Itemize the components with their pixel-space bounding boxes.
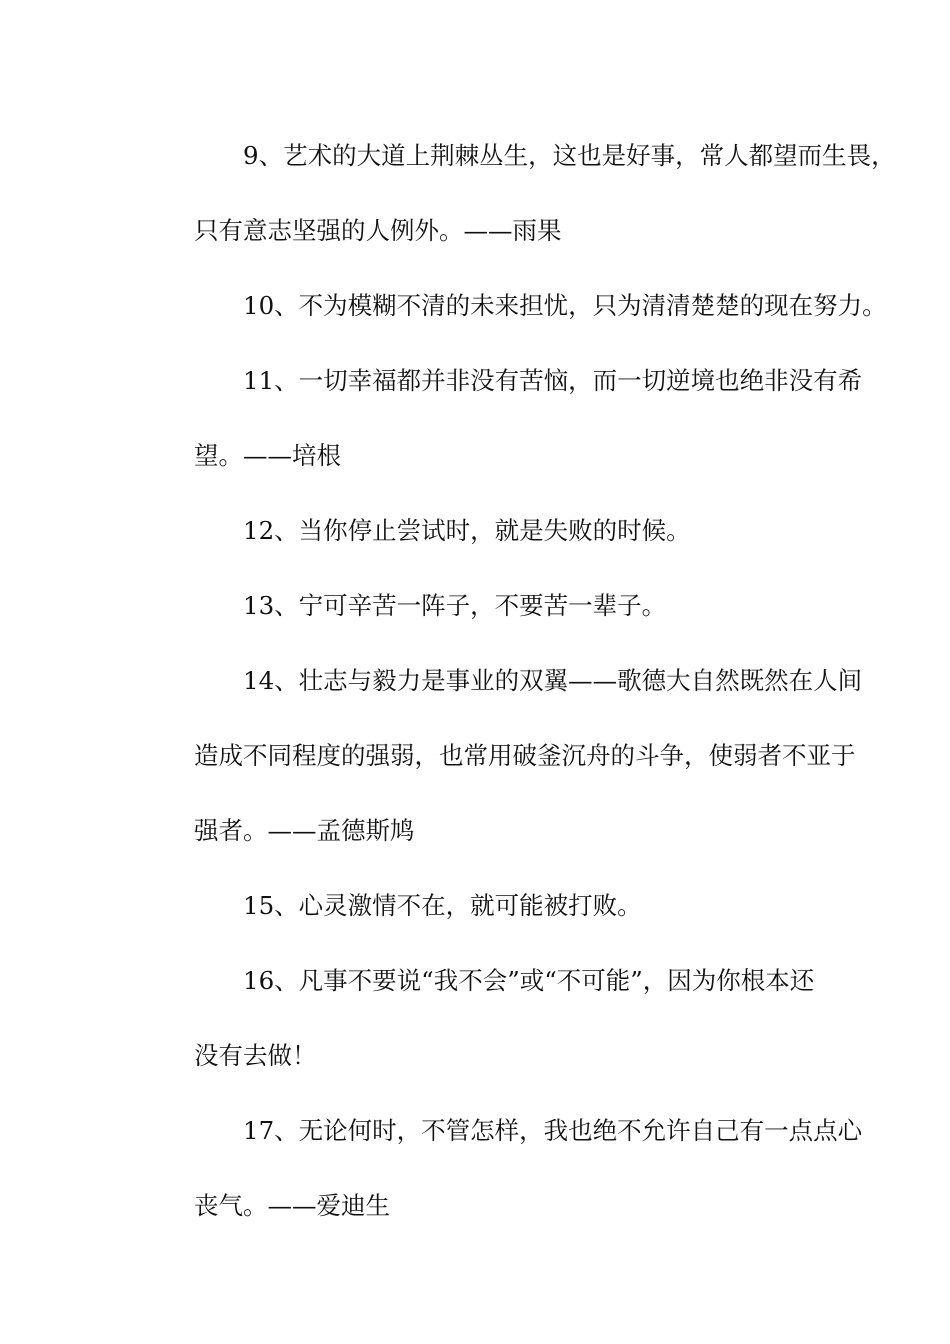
quote-9 (145, 118, 896, 268)
quote-10 (145, 268, 887, 343)
quote-16-line-2: 没有去做！ (194, 1041, 317, 1070)
quote-9-line-1: 9、艺术的大道上荆棘丛生，这也是好事，常人都望而生畏， (243, 141, 896, 170)
quote-14-line-3: 强者。——孟德斯鸠 (194, 816, 415, 845)
quote-12 (145, 493, 815, 568)
quote-9-line-2: 只有意志坚强的人例外。——雨果 (194, 216, 562, 245)
quote-14-line-2: 造成不同程度的强弱，也常用破釜沉舟的斗争，使弱者不亚于 (194, 741, 856, 770)
quote-17 (145, 1093, 863, 1243)
quote-16 (145, 943, 815, 1093)
quote-16-line-1: 16、凡事不要说“我不会”或“不可能”，因为你根本还 (243, 966, 815, 995)
quote-11-line-1: 11、一切幸福都并非没有苦恼，而一切逆境也绝非没有希 (243, 366, 863, 395)
quote-10-line-1: 10、不为模糊不清的未来担忧，只为清清楚楚的现在努力。 (243, 291, 887, 320)
quote-17-line-2: 丧气。——爱迪生 (194, 1191, 390, 1220)
document-body (145, 118, 896, 1243)
quote-13-line-1: 13、宁可辛苦一阵子，不要苦一辈子。 (243, 591, 667, 620)
quote-13 (145, 568, 815, 643)
quote-14 (145, 643, 863, 868)
quote-11-line-2: 望。——培根 (194, 441, 341, 470)
quote-14-line-1: 14、壮志与毅力是事业的双翼——歌德大自然既然在人间 (243, 666, 863, 695)
quote-15 (145, 868, 815, 943)
quote-17-line-1: 17、无论何时，不管怎样，我也绝不允许自己有一点点心 (243, 1116, 863, 1145)
quote-12-line-1: 12、当你停止尝试时，就是失败的时候。 (243, 516, 691, 545)
quote-15-line-1: 15、心灵激情不在，就可能被打败。 (243, 891, 642, 920)
quote-11 (145, 343, 863, 493)
